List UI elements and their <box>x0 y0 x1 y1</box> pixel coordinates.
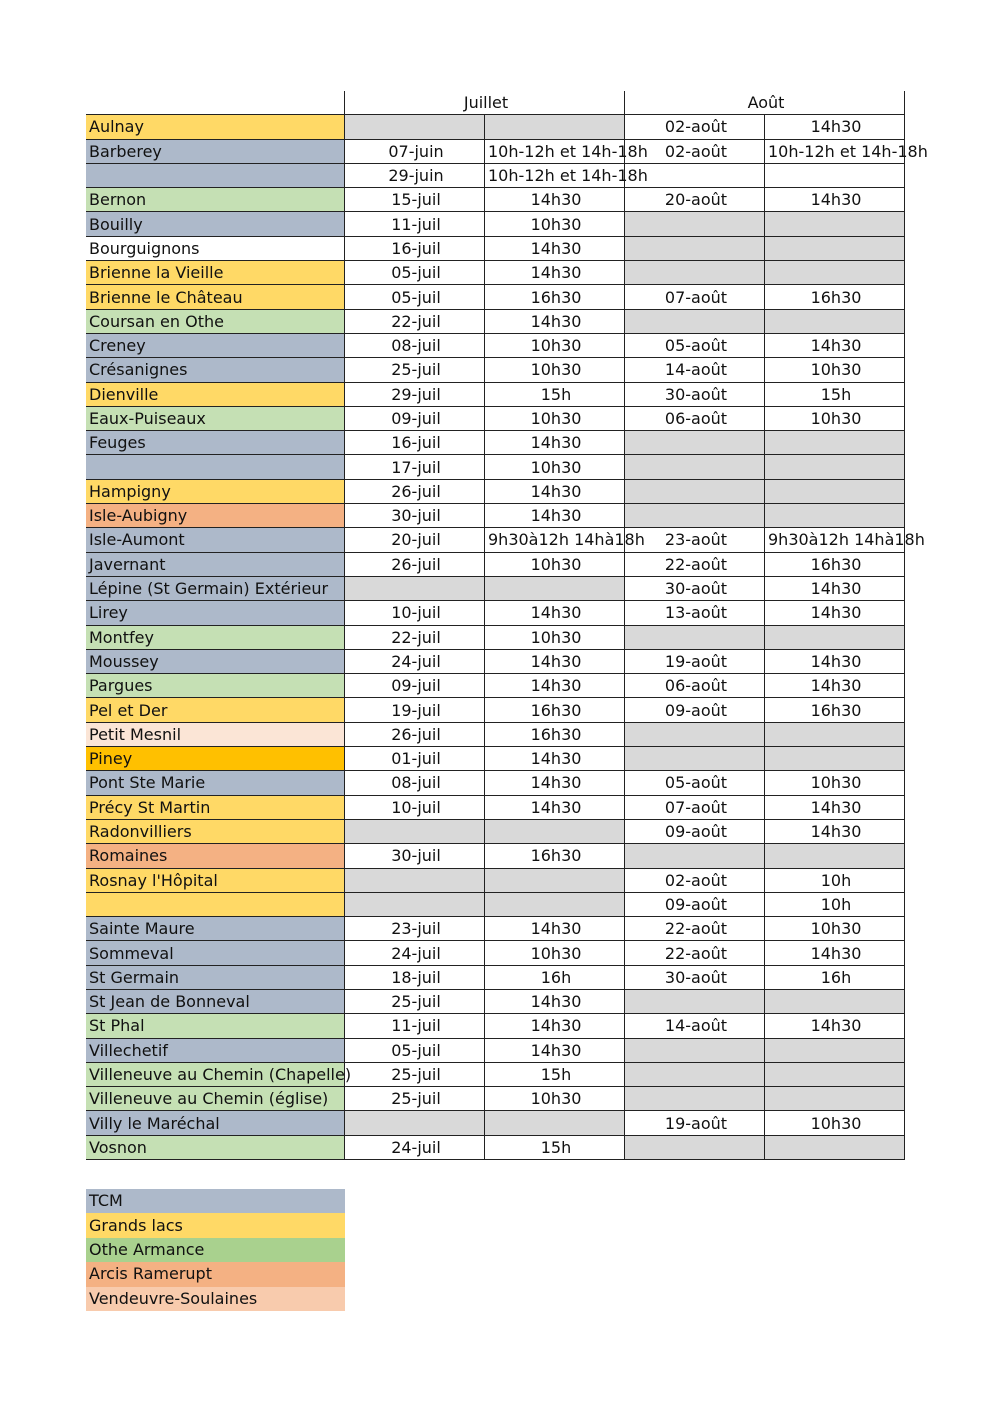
july-date-cell: 24-juil <box>345 1135 485 1159</box>
july-date-cell: 05-juil <box>345 261 485 285</box>
municipality-cell: Pont Ste Marie <box>86 771 345 795</box>
table-row <box>86 674 905 698</box>
municipality-cell: Hampigny <box>86 479 345 503</box>
municipality-cell <box>86 163 345 187</box>
municipality-cell: Petit Mesnil <box>86 722 345 746</box>
july-time-cell: 14h30 <box>485 917 625 941</box>
municipality-cell: Lirey <box>86 601 345 625</box>
municipality-cell: Villeneuve au Chemin (Chapelle) <box>86 1062 345 1086</box>
august-date-cell: 14-août <box>625 1014 765 1038</box>
august-time-cell: 16h30 <box>765 552 905 576</box>
table-row <box>86 431 905 455</box>
july-date-cell: 01-juil <box>345 747 485 771</box>
august-time-cell <box>765 504 905 528</box>
table-row <box>86 1014 905 1038</box>
july-time-cell: 10h30 <box>485 552 625 576</box>
august-time-cell: 10h30 <box>765 917 905 941</box>
august-time-cell: 14h30 <box>765 333 905 357</box>
august-time-cell <box>765 1038 905 1062</box>
july-date-cell: 26-juil <box>345 552 485 576</box>
municipality-cell <box>86 892 345 916</box>
july-date-cell: 25-juil <box>345 989 485 1013</box>
july-time-cell <box>485 819 625 843</box>
august-time-cell <box>765 236 905 260</box>
july-date-cell: 22-juil <box>345 625 485 649</box>
table-row <box>86 722 905 746</box>
august-time-cell: 10h30 <box>765 358 905 382</box>
july-time-cell <box>485 115 625 139</box>
august-date-cell: 19-août <box>625 649 765 673</box>
july-date-cell: 29-juil <box>345 382 485 406</box>
august-date-cell <box>625 844 765 868</box>
legend-row <box>86 1287 345 1311</box>
municipality-cell: Romaines <box>86 844 345 868</box>
august-date-cell: 05-août <box>625 333 765 357</box>
july-time-cell: 10h30 <box>485 212 625 236</box>
august-time-cell: 10h30 <box>765 771 905 795</box>
table-row <box>86 406 905 430</box>
july-time-cell: 16h30 <box>485 698 625 722</box>
header-month-august: Août <box>625 91 905 115</box>
municipality-cell: Dienville <box>86 382 345 406</box>
table-row <box>86 844 905 868</box>
july-time-cell: 10h30 <box>485 333 625 357</box>
table-row <box>86 1111 905 1135</box>
july-time-cell: 14h30 <box>485 1014 625 1038</box>
august-date-cell: 07-août <box>625 795 765 819</box>
july-date-cell: 09-juil <box>345 406 485 430</box>
july-time-cell: 9h30à12h 14hà18h <box>485 528 625 552</box>
table-row <box>86 115 905 139</box>
august-date-cell <box>625 1087 765 1111</box>
july-date-cell: 08-juil <box>345 771 485 795</box>
table-row <box>86 382 905 406</box>
header-row <box>86 91 905 115</box>
table-row <box>86 771 905 795</box>
july-time-cell: 14h30 <box>485 771 625 795</box>
municipality-cell: Bernon <box>86 188 345 212</box>
july-date-cell: 16-juil <box>345 236 485 260</box>
july-date-cell: 10-juil <box>345 795 485 819</box>
july-time-cell: 10h30 <box>485 1087 625 1111</box>
table-row <box>86 625 905 649</box>
municipality-cell: Feuges <box>86 431 345 455</box>
july-time-cell: 14h30 <box>485 795 625 819</box>
municipality-cell: Radonvilliers <box>86 819 345 843</box>
table-row <box>86 139 905 163</box>
august-date-cell <box>625 989 765 1013</box>
july-date-cell: 19-juil <box>345 698 485 722</box>
july-time-cell: 14h30 <box>485 747 625 771</box>
august-date-cell <box>625 747 765 771</box>
august-time-cell: 14h30 <box>765 941 905 965</box>
august-time-cell: 10h <box>765 868 905 892</box>
july-time-cell <box>485 576 625 600</box>
table-row <box>86 601 905 625</box>
august-date-cell <box>625 455 765 479</box>
table-row <box>86 795 905 819</box>
july-time-cell: 14h30 <box>485 431 625 455</box>
july-date-cell: 08-juil <box>345 333 485 357</box>
july-date-cell <box>345 868 485 892</box>
legend-row <box>86 1262 345 1286</box>
table-row <box>86 941 905 965</box>
july-date-cell: 25-juil <box>345 358 485 382</box>
municipality-cell: Eaux-Puiseaux <box>86 406 345 430</box>
august-date-cell: 05-août <box>625 771 765 795</box>
table-row <box>86 479 905 503</box>
legend-label: Vendeuvre-Soulaines <box>86 1287 345 1311</box>
table-row <box>86 819 905 843</box>
august-date-cell: 13-août <box>625 601 765 625</box>
july-time-cell: 10h-12h et 14h-18h <box>485 163 625 187</box>
july-time-cell: 14h30 <box>485 309 625 333</box>
july-date-cell <box>345 1111 485 1135</box>
august-time-cell <box>765 1062 905 1086</box>
table-row <box>86 1062 905 1086</box>
municipality-cell: Javernant <box>86 552 345 576</box>
august-date-cell: 14-août <box>625 358 765 382</box>
july-date-cell <box>345 892 485 916</box>
schedule-table <box>86 91 928 1160</box>
august-date-cell <box>625 261 765 285</box>
august-date-cell <box>625 212 765 236</box>
table-row <box>86 552 905 576</box>
july-time-cell <box>485 868 625 892</box>
july-time-cell: 10h30 <box>485 358 625 382</box>
august-date-cell <box>625 1135 765 1159</box>
table-row <box>86 333 905 357</box>
municipality-cell: Brienne la Vieille <box>86 261 345 285</box>
table-row <box>86 868 905 892</box>
municipality-cell: Aulnay <box>86 115 345 139</box>
august-date-cell <box>625 431 765 455</box>
july-date-cell: 30-juil <box>345 504 485 528</box>
municipality-cell: Crésanignes <box>86 358 345 382</box>
table-row <box>86 309 905 333</box>
municipality-cell: Pel et Der <box>86 698 345 722</box>
municipality-cell: Bourguignons <box>86 236 345 260</box>
municipality-cell: St Jean de Bonneval <box>86 989 345 1013</box>
table-row <box>86 212 905 236</box>
municipality-cell: Vosnon <box>86 1135 345 1159</box>
august-date-cell <box>625 504 765 528</box>
july-date-cell: 26-juil <box>345 722 485 746</box>
august-date-cell: 30-août <box>625 965 765 989</box>
august-time-cell: 9h30à12h 14hà18h <box>765 528 905 552</box>
municipality-cell: Pargues <box>86 674 345 698</box>
table-row <box>86 1087 905 1111</box>
july-date-cell <box>345 819 485 843</box>
august-date-cell <box>625 722 765 746</box>
july-date-cell: 11-juil <box>345 1014 485 1038</box>
schedule-body <box>86 91 928 1160</box>
august-time-cell <box>765 212 905 236</box>
july-time-cell: 14h30 <box>485 479 625 503</box>
july-time-cell: 16h30 <box>485 722 625 746</box>
july-time-cell: 16h30 <box>485 844 625 868</box>
municipality-cell: Isle-Aubigny <box>86 504 345 528</box>
august-time-cell: 14h30 <box>765 649 905 673</box>
august-date-cell: 07-août <box>625 285 765 309</box>
august-date-cell: 30-août <box>625 576 765 600</box>
august-time-cell <box>765 844 905 868</box>
july-date-cell <box>345 576 485 600</box>
municipality-cell: Bouilly <box>86 212 345 236</box>
municipality-cell: Isle-Aumont <box>86 528 345 552</box>
august-date-cell: 22-août <box>625 917 765 941</box>
july-time-cell: 10h-12h et 14h-18h <box>485 139 625 163</box>
july-time-cell: 10h30 <box>485 455 625 479</box>
august-date-cell: 23-août <box>625 528 765 552</box>
july-time-cell: 10h30 <box>485 625 625 649</box>
table-row <box>86 1135 905 1159</box>
table-row <box>86 163 905 187</box>
legend-label: Arcis Ramerupt <box>86 1262 345 1286</box>
municipality-cell: Montfey <box>86 625 345 649</box>
table-row <box>86 747 905 771</box>
july-time-cell: 14h30 <box>485 188 625 212</box>
august-time-cell: 14h30 <box>765 188 905 212</box>
august-date-cell: 20-août <box>625 188 765 212</box>
august-date-cell: 02-août <box>625 139 765 163</box>
august-time-cell: 14h30 <box>765 674 905 698</box>
table-row <box>86 236 905 260</box>
municipality-cell: Sommeval <box>86 941 345 965</box>
legend-body <box>86 1189 345 1311</box>
july-time-cell: 14h30 <box>485 601 625 625</box>
table-row <box>86 261 905 285</box>
august-date-cell: 30-août <box>625 382 765 406</box>
july-date-cell: 24-juil <box>345 649 485 673</box>
august-date-cell: 19-août <box>625 1111 765 1135</box>
table-row <box>86 892 905 916</box>
july-date-cell: 10-juil <box>345 601 485 625</box>
august-time-cell: 14h30 <box>765 115 905 139</box>
august-time-cell: 14h30 <box>765 601 905 625</box>
july-date-cell: 15-juil <box>345 188 485 212</box>
july-date-cell: 09-juil <box>345 674 485 698</box>
municipality-cell: Villechetif <box>86 1038 345 1062</box>
july-date-cell: 25-juil <box>345 1087 485 1111</box>
july-date-cell: 18-juil <box>345 965 485 989</box>
july-time-cell: 14h30 <box>485 261 625 285</box>
august-date-cell <box>625 479 765 503</box>
august-time-cell <box>765 163 905 187</box>
august-time-cell: 14h30 <box>765 819 905 843</box>
august-time-cell <box>765 1087 905 1111</box>
table-row <box>86 649 905 673</box>
july-time-cell <box>485 1111 625 1135</box>
august-time-cell: 16h <box>765 965 905 989</box>
municipality-cell: Précy St Martin <box>86 795 345 819</box>
july-time-cell: 15h <box>485 382 625 406</box>
august-time-cell <box>765 747 905 771</box>
legend-row <box>86 1213 345 1237</box>
july-date-cell: 05-juil <box>345 285 485 309</box>
july-date-cell: 05-juil <box>345 1038 485 1062</box>
august-date-cell <box>625 236 765 260</box>
legend-row <box>86 1189 345 1213</box>
table-row <box>86 698 905 722</box>
table-row <box>86 917 905 941</box>
july-time-cell: 16h30 <box>485 285 625 309</box>
july-date-cell <box>345 115 485 139</box>
july-date-cell: 07-juin <box>345 139 485 163</box>
august-date-cell: 09-août <box>625 698 765 722</box>
july-time-cell: 14h30 <box>485 1038 625 1062</box>
august-date-cell: 06-août <box>625 406 765 430</box>
july-time-cell: 15h <box>485 1135 625 1159</box>
july-time-cell: 14h30 <box>485 674 625 698</box>
table-row <box>86 504 905 528</box>
header-month-july: Juillet <box>345 91 625 115</box>
july-date-cell: 16-juil <box>345 431 485 455</box>
municipality-cell: Villy le Maréchal <box>86 1111 345 1135</box>
municipality-cell: Lépine (St Germain) Extérieur <box>86 576 345 600</box>
august-time-cell: 16h30 <box>765 698 905 722</box>
august-time-cell <box>765 722 905 746</box>
table-row <box>86 965 905 989</box>
july-date-cell: 30-juil <box>345 844 485 868</box>
municipality-cell: Villeneuve au Chemin (église) <box>86 1087 345 1111</box>
municipality-cell: Creney <box>86 333 345 357</box>
july-date-cell: 11-juil <box>345 212 485 236</box>
august-time-cell <box>765 625 905 649</box>
municipality-cell <box>86 455 345 479</box>
july-time-cell: 14h30 <box>485 504 625 528</box>
municipality-cell: Sainte Maure <box>86 917 345 941</box>
august-time-cell <box>765 479 905 503</box>
august-time-cell <box>765 309 905 333</box>
table-row <box>86 188 905 212</box>
july-time-cell: 10h30 <box>485 406 625 430</box>
municipality-cell: Barberey <box>86 139 345 163</box>
august-date-cell: 02-août <box>625 115 765 139</box>
august-time-cell <box>765 431 905 455</box>
municipality-cell: Brienne le Château <box>86 285 345 309</box>
table-row <box>86 455 905 479</box>
municipality-cell: Rosnay l'Hôpital <box>86 868 345 892</box>
august-time-cell: 15h <box>765 382 905 406</box>
july-date-cell: 29-juin <box>345 163 485 187</box>
july-date-cell: 17-juil <box>345 455 485 479</box>
july-date-cell: 22-juil <box>345 309 485 333</box>
august-time-cell <box>765 1135 905 1159</box>
municipality-cell: St Phal <box>86 1014 345 1038</box>
table-row <box>86 528 905 552</box>
august-date-cell: 02-août <box>625 868 765 892</box>
august-time-cell: 10h-12h et 14h-18h <box>765 139 905 163</box>
august-date-cell: 22-août <box>625 941 765 965</box>
municipality-cell: St Germain <box>86 965 345 989</box>
header-blank <box>86 91 345 115</box>
august-time-cell <box>765 989 905 1013</box>
legend-label: TCM <box>86 1189 345 1213</box>
august-time-cell: 14h30 <box>765 795 905 819</box>
july-date-cell: 20-juil <box>345 528 485 552</box>
july-time-cell: 14h30 <box>485 236 625 260</box>
table-row <box>86 285 905 309</box>
july-date-cell: 25-juil <box>345 1062 485 1086</box>
july-time-cell: 14h30 <box>485 989 625 1013</box>
august-time-cell: 10h30 <box>765 406 905 430</box>
legend-label: Othe Armance <box>86 1238 345 1262</box>
july-date-cell: 23-juil <box>345 917 485 941</box>
august-date-cell: 22-août <box>625 552 765 576</box>
august-time-cell: 10h30 <box>765 1111 905 1135</box>
municipality-cell: Moussey <box>86 649 345 673</box>
july-time-cell: 10h30 <box>485 941 625 965</box>
legend-label: Grands lacs <box>86 1213 345 1237</box>
august-time-cell: 10h <box>765 892 905 916</box>
july-time-cell: 16h <box>485 965 625 989</box>
august-date-cell: 09-août <box>625 819 765 843</box>
august-date-cell <box>625 1038 765 1062</box>
july-time-cell: 15h <box>485 1062 625 1086</box>
table-row <box>86 576 905 600</box>
august-time-cell <box>765 455 905 479</box>
august-time-cell: 14h30 <box>765 576 905 600</box>
august-time-cell: 14h30 <box>765 1014 905 1038</box>
july-date-cell: 24-juil <box>345 941 485 965</box>
july-time-cell <box>485 892 625 916</box>
legend-table <box>86 1189 345 1311</box>
july-date-cell: 26-juil <box>345 479 485 503</box>
table-row <box>86 1038 905 1062</box>
table-row <box>86 358 905 382</box>
august-date-cell: 06-août <box>625 674 765 698</box>
august-time-cell <box>765 261 905 285</box>
august-date-cell <box>625 1062 765 1086</box>
august-date-cell: 09-août <box>625 892 765 916</box>
table-row <box>86 989 905 1013</box>
municipality-cell: Coursan en Othe <box>86 309 345 333</box>
august-time-cell: 16h30 <box>765 285 905 309</box>
august-date-cell <box>625 309 765 333</box>
municipality-cell: Piney <box>86 747 345 771</box>
legend-row <box>86 1238 345 1262</box>
august-date-cell <box>625 625 765 649</box>
july-time-cell: 14h30 <box>485 649 625 673</box>
